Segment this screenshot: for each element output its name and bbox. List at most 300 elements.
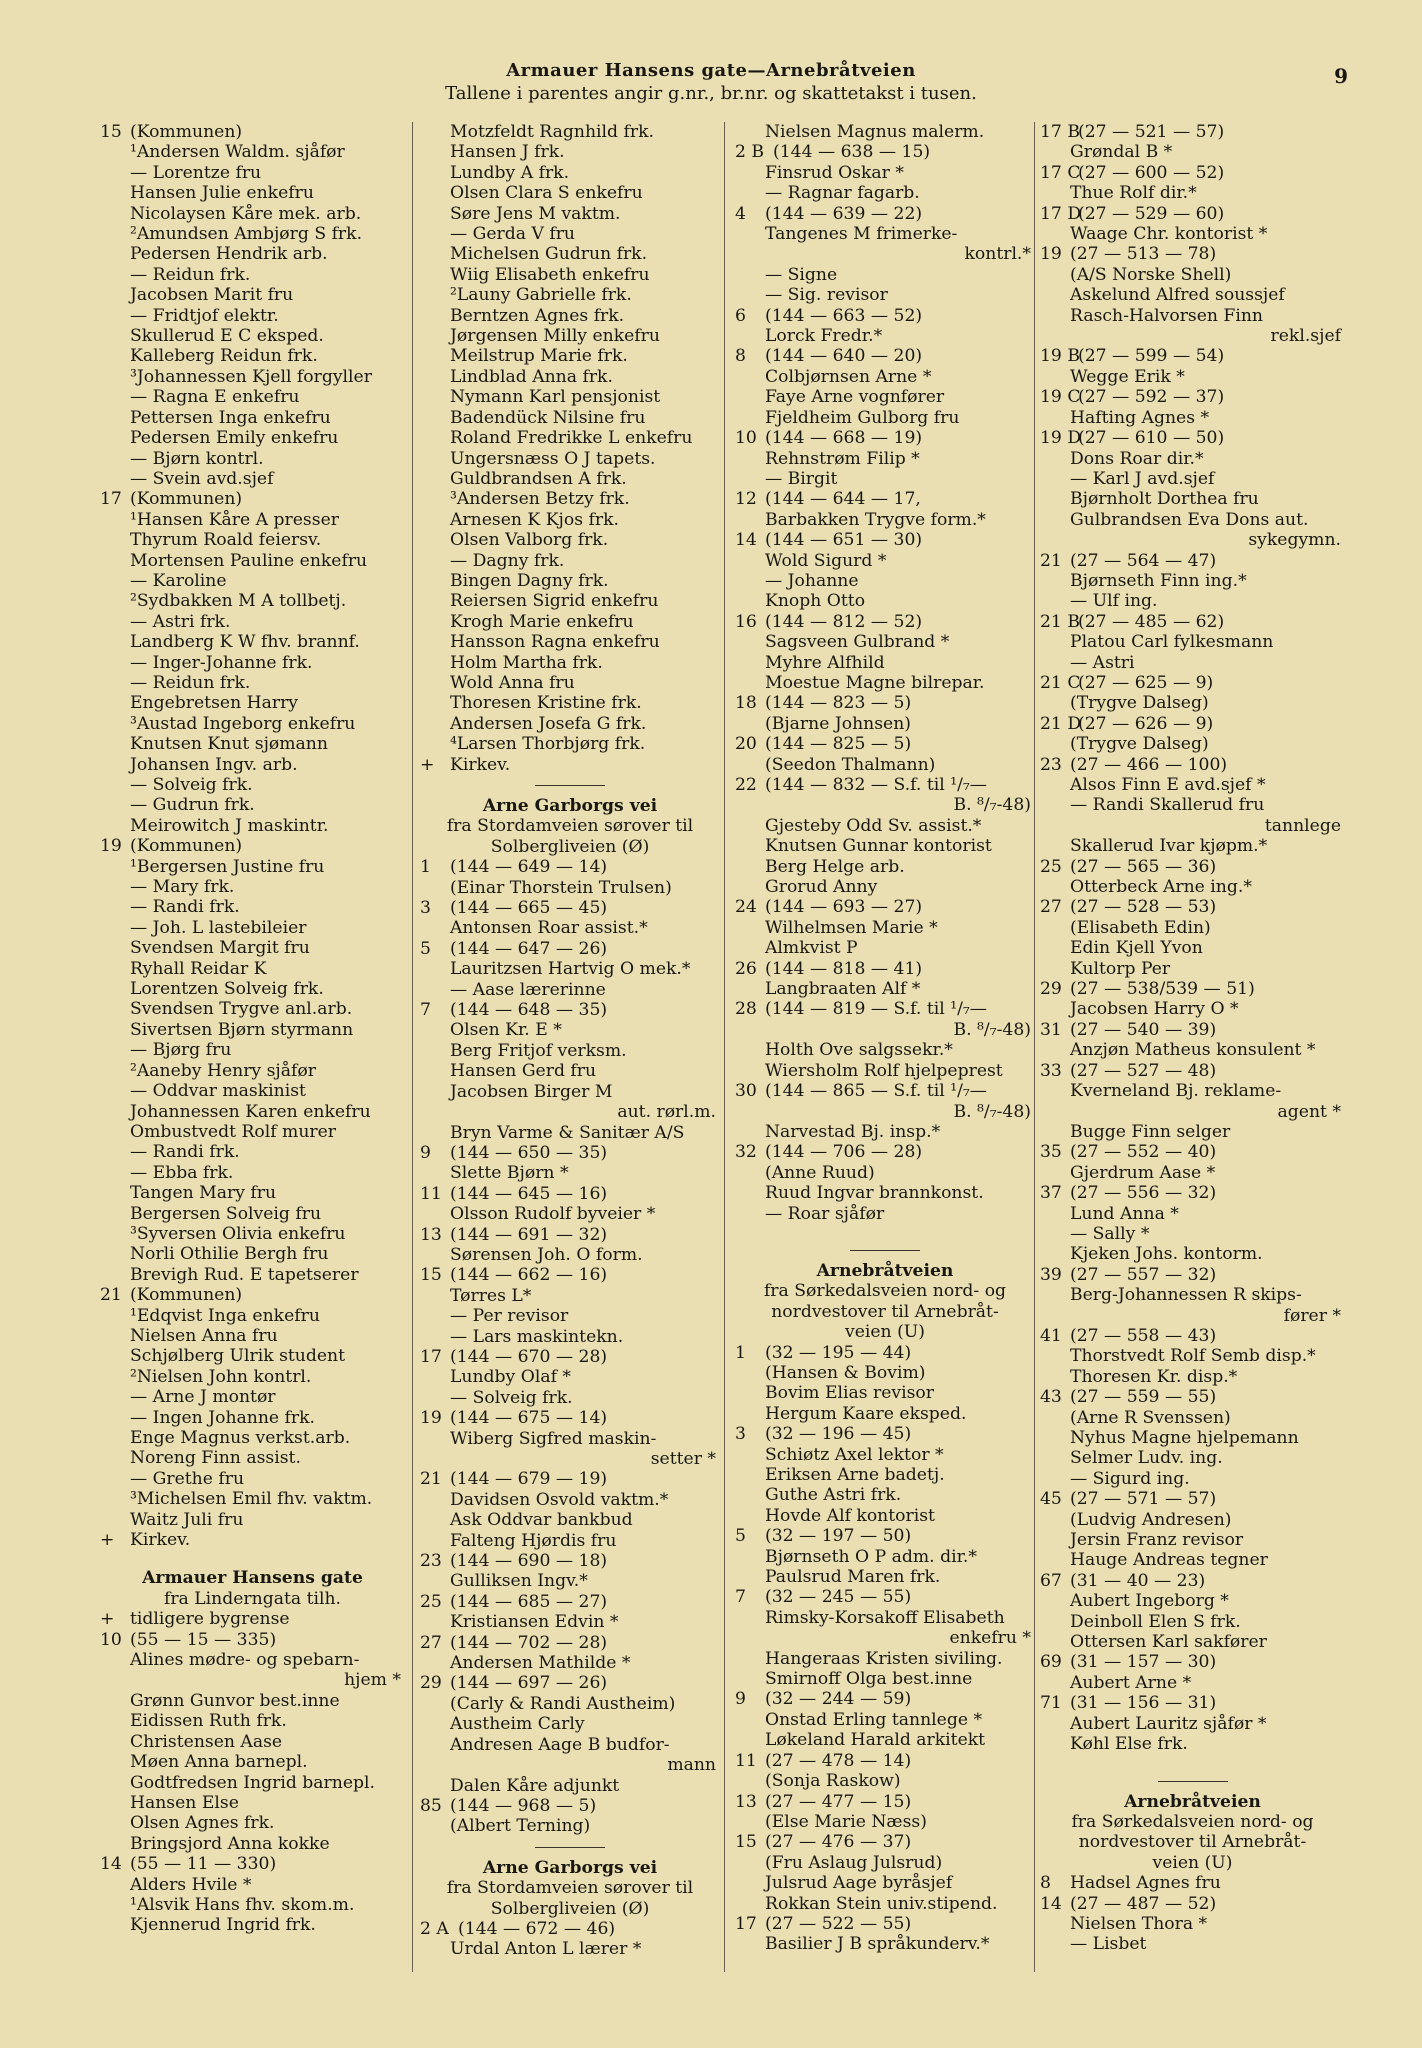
directory-entry: [420, 898, 720, 918]
directory-entry: [420, 673, 720, 693]
house-number: [100, 1875, 130, 1895]
directory-entry: [1040, 1265, 1345, 1285]
directory-entry: [100, 1510, 405, 1530]
directory-entry: [1040, 1224, 1345, 1244]
entry-text: Narvestad Bj. insp.*: [765, 1121, 941, 1142]
directory-entry: [1040, 1163, 1345, 1183]
directory-entry: [100, 755, 405, 775]
house-number: [1040, 1244, 1070, 1264]
house-number: 8: [735, 346, 746, 367]
house-number: [100, 1510, 130, 1530]
entry-text: Kjennerud Ingrid frk.: [130, 1915, 316, 1936]
entry-text: (Kommunen): [130, 489, 243, 510]
entry-text: Køhl Else frk.: [1070, 1734, 1188, 1755]
house-number: [420, 714, 450, 734]
house-number: [100, 1020, 130, 1040]
house-number: [420, 571, 450, 591]
directory-entry: [1040, 1734, 1345, 1754]
house-number: [100, 1306, 130, 1326]
entry-text: (32 — 196 — 45): [765, 1424, 912, 1445]
directory-entry: [1040, 551, 1345, 571]
entry-text: Løkeland Harald arkitekt: [765, 1730, 986, 1751]
directory-entry: [420, 1633, 720, 1653]
directory-entry: [100, 1650, 405, 1670]
house-number: [735, 1771, 765, 1791]
continuation-line: tannlege: [1264, 815, 1341, 836]
entry-text: Johansen Ingv. arb.: [130, 754, 298, 775]
entry-text: (144 — 968 — 5): [450, 1795, 597, 1816]
entry-text: (27 — 522 — 55): [765, 1913, 912, 1934]
house-number: [420, 959, 450, 979]
house-number: [100, 673, 130, 693]
house-number: 10: [100, 1629, 122, 1650]
directory-entry: [420, 510, 720, 530]
house-number: [420, 183, 450, 203]
entry-text: — Solveig frk.: [130, 775, 253, 795]
entry-text: Almkvist P: [765, 938, 858, 959]
entry-text: Grøndal B *: [1070, 142, 1173, 163]
house-number: +: [100, 1530, 115, 1551]
house-number: [100, 1732, 130, 1752]
directory-entry: [100, 1346, 405, 1366]
entry-text: — Johanne: [765, 570, 859, 591]
entry-text: (144 — 706 — 28): [765, 1142, 923, 1163]
house-number: 17: [735, 1913, 757, 1934]
directory-entry: [735, 1608, 1035, 1628]
directory-entry: [1040, 1408, 1345, 1428]
house-number: [1040, 285, 1070, 305]
entry-text: Nielsen Anna fru: [130, 1325, 278, 1346]
entry-text: — Svein avd.sjef: [130, 468, 274, 489]
entry-text: Deinboll Elen S frk.: [1070, 1611, 1241, 1632]
entry-text: (144 — 693 — 27): [765, 897, 923, 918]
entry-text: (144 — 668 — 19): [765, 428, 923, 449]
directory-entry: [1040, 1183, 1345, 1203]
entry-text: Rehnstrøm Filip *: [765, 448, 920, 469]
directory-entry: [735, 1730, 1035, 1750]
directory-entry: [1040, 1714, 1345, 1734]
directory-entry: [735, 1812, 1035, 1832]
entry-text: Thyrum Roald feiersv.: [130, 530, 322, 551]
directory-entry: [735, 367, 1035, 387]
directory-entry: [735, 306, 1035, 326]
entry-text: Thoresen Kristine frk.: [450, 693, 642, 714]
directory-entry: [1040, 510, 1345, 530]
entry-text: (27 — 521 — 57): [1078, 122, 1225, 142]
house-number: [100, 897, 130, 917]
house-number: [100, 979, 130, 999]
entry-text: Andersen Mathilde *: [450, 1653, 631, 1674]
house-number: [1040, 1914, 1070, 1934]
house-number: [735, 1445, 765, 1465]
directory-entry: [1040, 1612, 1345, 1632]
entry-text: Anzjøn Matheus konsulent *: [1070, 1040, 1316, 1061]
entry-text: Gulliksen Ingv.*: [450, 1571, 588, 1592]
directory-entry: [420, 1265, 720, 1285]
house-number: [100, 1346, 130, 1366]
house-number: [100, 1224, 130, 1244]
entry-text: Enge Magnus verkst.arb.: [130, 1428, 351, 1448]
directory-entry: [420, 204, 720, 224]
house-number: [100, 1122, 130, 1142]
directory-entry: [420, 1041, 720, 1061]
entry-text: — Lisbet: [1070, 1934, 1147, 1955]
entry-text: (27 — 599 — 54): [1078, 346, 1225, 367]
entry-text: — Astri: [1070, 652, 1135, 673]
directory-entry: [1040, 1204, 1345, 1224]
spacer: [1040, 1755, 1345, 1771]
entry-text: Bryn Varme & Sanitær A/S: [450, 1122, 685, 1143]
entry-text: — Roar sjåfør: [765, 1203, 885, 1224]
directory-entry: [100, 816, 405, 836]
directory-entry: [1040, 1428, 1345, 1448]
directory-entry: [735, 1465, 1035, 1485]
directory-entry: [420, 734, 720, 754]
directory-entry: [420, 244, 720, 264]
entry-text: Edin Kjell Yvon: [1070, 938, 1203, 959]
entry-text: Hergum Kaare eksped.: [765, 1403, 967, 1424]
entry-text: Rokkan Stein univ.stipend.: [765, 1893, 998, 1914]
entry-text: Hadsel Agnes fru: [1070, 1873, 1221, 1894]
continuation-line: agent *: [1277, 1101, 1341, 1122]
house-number: [100, 469, 130, 489]
entry-text: Schjølberg Ulrik student: [130, 1346, 346, 1367]
directory-entry: [735, 1547, 1035, 1567]
entry-text: (144 — 665 — 45): [450, 898, 608, 919]
house-number: [1040, 510, 1070, 530]
entry-text: (Albert Terning): [450, 1816, 591, 1837]
entry-text: Michelsen Gudrun frk.: [450, 244, 648, 265]
house-number: [1040, 469, 1070, 489]
entry-text: Urdal Anton L lærer *: [450, 1939, 642, 1960]
directory-entry: [100, 1163, 405, 1183]
entry-text: Andresen Aage B budfor-: [450, 1734, 670, 1755]
entry-text: (144 — 645 — 16): [450, 1183, 608, 1204]
directory-entry: [1040, 244, 1345, 264]
house-number: [100, 1387, 130, 1407]
entry-text: (144 — 819 — S.f. til ¹/₇—: [765, 999, 987, 1020]
entry-text: (27 — 626 — 9): [1078, 713, 1214, 734]
directory-entry: [735, 1649, 1035, 1669]
house-number: [100, 1040, 130, 1060]
entry-text: Pedersen Hendrik arb.: [130, 244, 328, 265]
entry-text: Grønn Gunvor best.inne: [130, 1690, 340, 1711]
directory-entry: [100, 1204, 405, 1224]
directory-entry: [1040, 183, 1345, 203]
house-number: [420, 612, 450, 632]
house-number: [735, 449, 765, 469]
entry-text: Slette Bjørn *: [450, 1163, 569, 1184]
house-number: 21 C: [1040, 672, 1081, 693]
house-number: [100, 1793, 130, 1813]
entry-text: (Trygve Dalseg): [1070, 734, 1209, 755]
directory-entry: [735, 326, 1035, 346]
house-number: [420, 1388, 450, 1408]
directory-entry: [100, 265, 405, 285]
directory-entry: [1040, 469, 1345, 489]
directory-entry: [420, 857, 720, 877]
directory-entry: [100, 1367, 405, 1387]
house-number: [100, 693, 130, 713]
house-number: [100, 653, 130, 673]
entry-text: Hovde Alf kontorist: [765, 1505, 935, 1526]
entry-text: — Ragnar fagarb.: [765, 183, 920, 204]
house-number: [1040, 836, 1070, 856]
directory-entry: [420, 449, 720, 469]
entry-text: (32 — 195 — 44): [765, 1342, 912, 1363]
continuation-line: rekl.sjef: [1270, 326, 1341, 347]
directory-entry: [735, 714, 1035, 734]
entry-text: Nielsen Thora *: [1070, 1913, 1208, 1934]
directory-entry: [420, 551, 720, 571]
directory-entry: [100, 714, 405, 734]
entry-text: (27 — 625 — 9): [1078, 672, 1214, 693]
directory-entry: [420, 693, 720, 713]
entry-text: (27 — 485 — 62): [1078, 611, 1225, 632]
house-number: 71: [1040, 1693, 1062, 1714]
house-number: [735, 367, 765, 387]
directory-entry: [735, 204, 1035, 224]
directory-entry: [100, 244, 405, 264]
directory-entry: [1040, 1448, 1345, 1468]
house-number: [100, 306, 130, 326]
directory-entry: [1040, 285, 1345, 305]
directory-entry: [1040, 755, 1345, 775]
house-number: [735, 918, 765, 938]
house-number: [420, 346, 450, 366]
directory-entry: [420, 1286, 720, 1306]
entry-text: Ottersen Karl sakfører: [1070, 1632, 1267, 1653]
entry-text: — Lars maskintekn.: [450, 1326, 624, 1347]
house-number: [1040, 1714, 1070, 1734]
house-number: [100, 999, 130, 1019]
directory-entry: [1040, 734, 1345, 754]
entry-text: (27 — 528 — 53): [1070, 897, 1217, 918]
entry-text: (144 — 865 — S.f. til ¹/₇—: [765, 1081, 987, 1102]
entry-text: — Reidun frk.: [130, 672, 251, 693]
entry-text: ²Amundsen Ambjørg S frk.: [130, 224, 363, 245]
house-number: [100, 265, 130, 285]
house-number: [1040, 367, 1070, 387]
entry-text: (27 — 487 — 52): [1070, 1893, 1217, 1914]
directory-entry: [100, 897, 405, 917]
directory-entry: [100, 1306, 405, 1326]
house-number: 67: [1040, 1570, 1062, 1591]
house-number: 17 B: [1040, 122, 1080, 142]
directory-entry: [100, 1061, 405, 1081]
entry-text: Olsen Clara S enkefru: [450, 183, 643, 204]
directory-entry: [420, 428, 720, 448]
house-number: [735, 1730, 765, 1750]
directory-entry: [735, 1204, 1035, 1224]
house-number: [100, 1244, 130, 1264]
house-number: 30: [735, 1081, 757, 1102]
house-number: [735, 673, 765, 693]
entry-text: (Seedon Thalmann): [765, 754, 936, 775]
house-number: [420, 122, 450, 142]
entry-text: (Hansen & Bovim): [765, 1362, 926, 1383]
directory-entry: [420, 1367, 720, 1387]
street-description: nordvestover til Arnebråt-: [771, 1301, 999, 1322]
entry-text: (144 — 825 — 5): [765, 734, 912, 755]
entry-text: (144 — 690 — 18): [450, 1551, 608, 1572]
house-number: 23: [420, 1551, 442, 1572]
directory-entry: [100, 469, 405, 489]
entry-text: Hansson Ragna enkefru: [450, 632, 660, 653]
directory-entry: [100, 632, 405, 652]
house-number: 19 C: [1040, 387, 1081, 408]
directory-entry: [420, 1510, 720, 1530]
directory-entry: [1040, 571, 1345, 591]
directory-entry: [100, 1142, 405, 1162]
entry-text: — Ragna E enkefru: [130, 387, 300, 408]
entry-text: Andersen Josefa G frk.: [450, 713, 647, 734]
house-number: [420, 1061, 450, 1081]
directory-entry: [420, 1571, 720, 1591]
house-number: [735, 408, 765, 428]
entry-text: Skallerud Ivar kjøpm.*: [1070, 836, 1268, 857]
directory-entry: [100, 1224, 405, 1244]
entry-text: — Randi frk.: [130, 897, 240, 918]
house-number: 7: [735, 1587, 746, 1608]
entry-text: Julsrud Aage byråsjef: [765, 1873, 953, 1894]
entry-text: Sørensen Joh. O form.: [450, 1244, 643, 1265]
house-number: 2 A: [420, 1918, 449, 1939]
directory-entry: [735, 1689, 1035, 1709]
entry-text: Ryhall Reidar K: [130, 958, 267, 979]
entry-text: Hauge Andreas tegner: [1070, 1550, 1268, 1571]
directory-entry: [420, 1551, 720, 1571]
directory-entry: [100, 918, 405, 938]
house-number: [100, 1265, 130, 1285]
entry-text: Bjørnholt Dorthea fru: [1070, 489, 1259, 510]
directory-entry: [735, 918, 1035, 938]
directory-entry: [735, 1163, 1035, 1183]
entry-text: Lundby Olaf *: [450, 1367, 571, 1388]
house-number: 9: [735, 1689, 746, 1710]
directory-entry: [1040, 1061, 1345, 1081]
house-number: [420, 591, 450, 611]
directory-entry: [735, 428, 1035, 448]
entry-text: — Reidun frk.: [130, 264, 251, 285]
entry-text: Møen Anna barnepl.: [130, 1752, 308, 1773]
entry-text: Platou Carl fylkesmann: [1070, 632, 1274, 653]
entry-text: (27 — 476 — 37): [765, 1832, 912, 1853]
continuation-line: mann: [667, 1755, 716, 1776]
directory-entry: [100, 142, 405, 162]
house-number: [100, 1142, 130, 1162]
directory-entry: [100, 346, 405, 366]
house-number: [420, 408, 450, 428]
house-number: 43: [1040, 1387, 1062, 1408]
house-number: [100, 1367, 130, 1387]
directory-entry: [100, 551, 405, 571]
house-number: 29: [1040, 979, 1062, 1000]
entry-text: (27 — 610 — 50): [1078, 428, 1225, 449]
entry-text: Nyhus Magne hjelpemann: [1070, 1428, 1299, 1448]
entry-text: Rasch-Halvorsen Finn: [1070, 305, 1263, 326]
directory-entry: [100, 938, 405, 958]
continuation-line: B. ⁸/₇-48): [953, 1019, 1031, 1040]
directory-entry: [420, 306, 720, 326]
directory-entry: [100, 591, 405, 611]
house-number: [100, 755, 130, 775]
house-number: [100, 142, 130, 162]
entry-text: (27 — 466 — 100): [1070, 754, 1228, 775]
section-divider: [1158, 1781, 1228, 1782]
directory-entry: [420, 1408, 720, 1428]
house-number: [100, 1326, 130, 1346]
house-number: 17: [100, 489, 122, 510]
directory-entry: [1040, 387, 1345, 407]
directory-entry: [420, 1061, 720, 1081]
directory-entry: [1040, 1914, 1345, 1934]
entry-text: Norli Othilie Bergh fru: [130, 1244, 329, 1265]
entry-text: (27 — 558 — 43): [1070, 1325, 1217, 1346]
entry-text: Landberg K W fhv. brannf.: [130, 632, 360, 653]
directory-entry: [735, 285, 1035, 305]
directory-entry: [735, 1404, 1035, 1424]
house-number: 11: [420, 1183, 442, 1204]
directory-entry: [420, 1796, 720, 1816]
entry-text: ³Andersen Betzy frk.: [450, 489, 630, 510]
house-number: [420, 1714, 450, 1734]
house-number: [420, 367, 450, 387]
entry-text: (144 — 638 — 15): [773, 142, 931, 163]
directory-entry: [1040, 1244, 1345, 1264]
entry-text: Onstad Erling tannlege *: [765, 1709, 983, 1730]
directory-entry: [100, 877, 405, 897]
directory-entry: [100, 1489, 405, 1509]
house-number: [735, 1204, 765, 1224]
directory-entry: [735, 938, 1035, 958]
entry-text: (144 — 647 — 26): [450, 938, 608, 959]
directory-entry: [420, 1347, 720, 1367]
directory-entry: [420, 632, 720, 652]
entry-text: ¹Hansen Kåre A presser: [130, 509, 339, 530]
house-number: [735, 632, 765, 652]
entry-text: Thorstvedt Rolf Semb disp.*: [1070, 1346, 1316, 1367]
house-number: [735, 1934, 765, 1954]
house-number: [100, 1650, 130, 1670]
entry-text: (27 — 557 — 32): [1070, 1264, 1217, 1285]
entry-text: Jørgensen Milly enkefru: [450, 326, 660, 347]
entry-text: Askelund Alfred soussjef: [1070, 285, 1285, 306]
entry-text: — Inger-Johanne frk.: [130, 652, 313, 673]
house-number: +: [100, 1609, 115, 1630]
entry-text: Wiberg Sigfred maskin-: [450, 1428, 657, 1449]
entry-text: ³Austad Ingeborg enkefru: [130, 713, 356, 734]
house-number: [100, 449, 130, 469]
directory-entry: [1040, 653, 1345, 673]
entry-text: — Randi Skallerud fru: [1070, 795, 1265, 816]
page-title: Armauer Hansens gate—Arnebråtveien: [506, 60, 916, 81]
house-number: 21: [100, 1285, 122, 1306]
house-number: 6: [735, 305, 746, 326]
house-number: [420, 510, 450, 530]
entry-text: Davidsen Osvold vaktm.*: [450, 1489, 669, 1510]
street-description: veien (U): [845, 1322, 925, 1343]
house-number: [1040, 1367, 1070, 1387]
entry-text: Gjerdrum Aase *: [1070, 1162, 1216, 1183]
house-number: [100, 1102, 130, 1122]
house-number: [100, 224, 130, 244]
house-number: [735, 1122, 765, 1142]
house-number: [420, 306, 450, 326]
directory-entry: [420, 163, 720, 183]
entry-text: (Fru Aslaug Julsrud): [765, 1852, 943, 1873]
entry-text: Lundby A frk.: [450, 162, 570, 183]
